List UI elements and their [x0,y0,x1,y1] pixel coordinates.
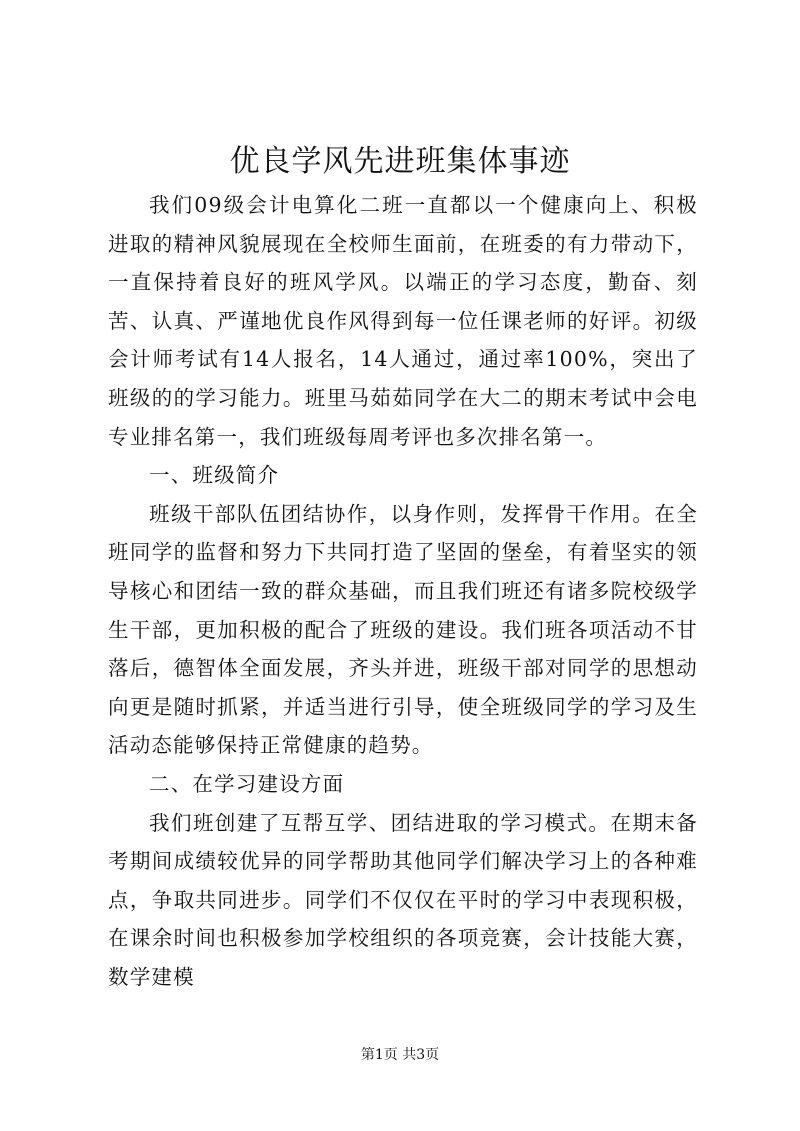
document-title: 优良学风先进班集体事迹 [229,144,571,179]
class-intro-paragraph: 班级干部队伍团结协作，以身作则，发挥骨干作用。在全班同学的监督和努力下共同打造了坚固的堡垒，有着坚实的领导核心和团结一致的群众基础，而且我们班还有诸多院校级学生干部，更加积极的配合了班级的建设。我们班各项活动不甘落后，德智体全面发展，齐头并进，班级干部对同学的思想动向更是随时抓紧，并适当进行引导，使全班级同学的学习及生活动态能够保持正常健康的趋势。 [108,501,698,758]
section-heading-class-intro: 一、班级简介 [149,463,280,488]
study-paragraph: 我们班创建了互帮互学、团结进取的学习模式。在期末备考期间成绩较优异的同学帮助其他同学们解决学习上的各种难点，争取共同进步。同学们不仅仅在平时的学习中表现积极，在课余时间也积极参加学校组织的各项竞赛，会计技能大赛，数学建模 [108,810,698,989]
section-heading-study: 二、在学习建设方面 [149,771,345,796]
document-body [108,186,698,996]
page-footer: 第1页 共3页 [360,1047,440,1063]
intro-paragraph: 我们09级会计电算化二班一直都以一个健康向上、积极进取的精神风貌展现在全校师生面前，在班委的有力带动下，一直保持着良好的班风学风。以端正的学习态度，勤奋、刻苦、认真、严谨地优良作风得到每一位任课老师的好评。初级会计师考试有14人报名，14人通过，通过率100%，突出了班级的的学习能力。班里马茹茹同学在大二的期末考试中会电专业排名第一，我们班级每周考评也多次排名第一。 [108,193,698,449]
